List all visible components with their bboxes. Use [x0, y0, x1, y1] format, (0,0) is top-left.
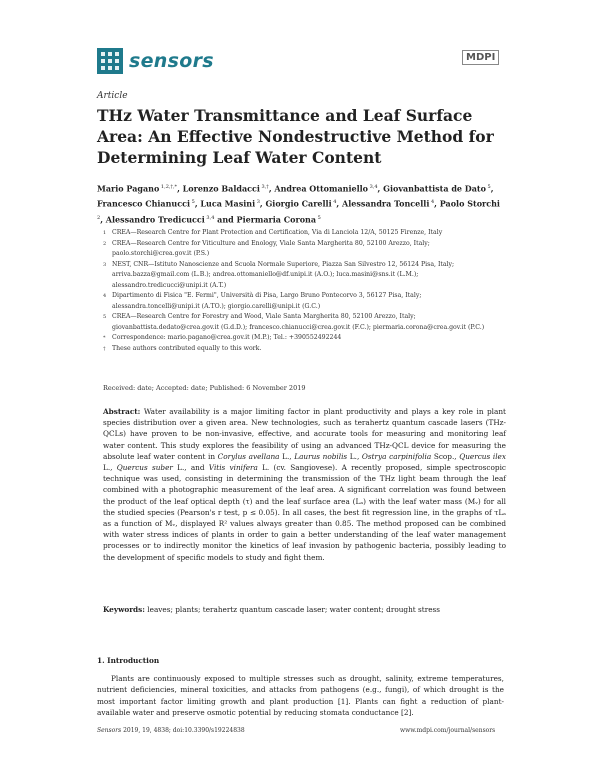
- abstract-text: [103, 407, 506, 562]
- author-separator: ,: [194, 198, 201, 209]
- affiliation-item: [103, 239, 503, 260]
- abstract-fragment: L.,: [279, 451, 295, 461]
- species-name: Ostrya carpinifolia: [361, 451, 432, 461]
- abstract-fragment: Scop.,: [431, 451, 460, 461]
- author-affiliation-marker: 3,†: [259, 184, 269, 190]
- author-separator: ,: [377, 183, 384, 194]
- author-name: Giovanbattista de Dato: [383, 183, 486, 194]
- keywords: [103, 604, 506, 615]
- footer-citation: [97, 727, 245, 734]
- affiliation-text: NEST, CNR—Istituto Nanoscienze and Scuola Normale Superiore, Piazza San Silvestro 12, 56124 Pisa, Italy; arriva.bazza@gmail.com (L.B.); andrea.ottomaniello@df.unipi.it (A.O.); luca.masini@sns.it (L.M.); alessandro.tredicucci@unipi.it (A.T.): [112, 260, 455, 289]
- affiliation-list: [103, 228, 503, 354]
- author-affiliation-marker: 3: [255, 198, 260, 205]
- author-affiliation-marker: 4: [331, 198, 337, 205]
- species-name: Quercus ilex: [459, 451, 506, 461]
- abstract-fragment: Water availability is a major limiting factor in plant productivity and plays a key role in plant species distribution over a given area. New technologies, such as terahertz quantum cascade lasers (THz-QCLs) have proven to be non-invasive, effective, and accurate tools for measuring and monitoring leaf water content. This study explores the feasibility of using an advanced THz-QCL device for measuring the absolute leaf water content in: [103, 407, 506, 461]
- footer-doi: 2019, 19, 4838; doi:10.3390/s19224838: [121, 727, 245, 734]
- author-name: Paolo Storchi: [439, 198, 500, 209]
- keywords-text: leaves; plants; terahertz quantum cascade laser; water content; drought stress: [144, 605, 441, 614]
- author-separator: ,: [490, 183, 494, 194]
- affiliation-item: [103, 228, 503, 239]
- affiliation-text: CREA—Research Centre for Viticulture and Enology, Viale Santa Margherita 80, 52100 Arezzo, Italy; paolo.storchi@crea.gov.it (P.S.): [112, 239, 430, 257]
- author-affiliation-marker: 4: [429, 198, 435, 205]
- author-affiliation-marker: 3,4: [367, 184, 378, 190]
- affiliation-number: *: [103, 335, 106, 341]
- author-name: Luca Masini: [200, 198, 256, 209]
- abstract-fragment: L., and: [172, 463, 209, 473]
- affiliation-text: CREA—Research Centre for Plant Protection and Certification, Via di Lanciola 12/A, 50125 Firenze, Italy: [112, 229, 443, 236]
- article-type: Article: [97, 91, 128, 101]
- author-separator: ,: [268, 183, 275, 194]
- keywords-label: Keywords:: [103, 605, 145, 614]
- logo-cell: [108, 66, 112, 70]
- species-name: Corylus avellana: [217, 451, 280, 461]
- author-name: Alessandra Toncelli: [341, 198, 430, 209]
- section-heading: 1. Introduction: [97, 656, 160, 665]
- affiliation-number: 4: [103, 293, 107, 299]
- journal-name: sensors: [129, 50, 214, 72]
- author-separator: ,: [259, 198, 266, 209]
- logo-cell: [108, 52, 112, 56]
- author-separator: ,: [177, 183, 183, 194]
- author-name: Andrea Ottomaniello: [274, 183, 368, 194]
- affiliation-text: Dipartimento di Fisica "E. Fermi", Università di Pisa, Largo Bruno Pontecorvo 3, 56127 Pisa, Italy; alessandra.toncelli@unipi.it (A.TO.); giorgio.carelli@unipi.it (G.C.): [112, 292, 422, 310]
- author-name: Mario Pagano: [97, 183, 160, 194]
- paper-title: THz Water Transmittance and Leaf Surface Area: An Effective Nondestructive Method for Determining Leaf Water Content: [97, 106, 494, 167]
- journal-logo-icon: [97, 48, 123, 74]
- abstract-label: Abstract:: [103, 407, 141, 416]
- author-separator: ,: [434, 198, 440, 209]
- species-name: Quercus suber: [116, 463, 173, 473]
- abstract-fragment: L. (cv. Sangiovese). A recently proposed, simple spectroscopic technique was used, consisting in determining the transmission of the THz light beam through the leaf combined with a photographic measurement of the leaf area. A significant correlation was found between the product of the leaf optical depth (τ) and the leaf surface area (Lₐ) with the leaf water mass (Mᵥ) for all the studied species (Pearson's r test, p ≤ 0.05). In all cases, the best fit regression line, in the graphs of τLₐ as a function of Mᵥ, displayed R² values always greater than 0.85. The method proposed can be combined with water stress indices of plants in order to gain a better understanding of the leaf water management processes or to indirectly monitor the kinetics of leaf invasion by pathogenic bacteria, possibly leading to the development of specific models to study and fight them.: [103, 463, 506, 562]
- affiliation-text: CREA—Research Centre for Forestry and Wood, Viale Santa Margherita 80, 52100 Arezzo, Italy; giovanbattista.dedato@crea.gov.it (G.d.D.); francesco.chianucci@crea.gov.it (F.C.); piermaria.corona@crea.gov.it (P.C.): [112, 313, 485, 331]
- author-separator: and: [214, 214, 237, 225]
- affiliation-text: Correspondence: mario.pagano@crea.gov.it (M.P.); Tel.: +390552492244: [112, 334, 342, 341]
- affiliation-number: 3: [103, 261, 107, 268]
- publisher-logo: MDPI: [462, 50, 499, 65]
- affiliation-item: [103, 344, 503, 355]
- affiliation-item: [103, 291, 503, 312]
- author-separator: ,: [100, 214, 106, 225]
- footer-url[interactable]: www.mdpi.com/journal/sensors: [400, 727, 496, 734]
- author-affiliation-marker: 5: [190, 198, 195, 205]
- author-name: Piermaria Corona: [236, 214, 317, 225]
- affiliation-number: 5: [103, 314, 107, 320]
- logo-cell: [115, 52, 119, 56]
- author-name: Lorenzo Baldacci: [182, 183, 260, 194]
- affiliation-text: These authors contributed equally to this work.: [112, 344, 262, 352]
- author-affiliation-marker: 3,4: [204, 215, 215, 222]
- logo-cell: [115, 59, 119, 63]
- affiliation-number: 1: [103, 230, 107, 236]
- species-name: Laurus nobilis: [294, 451, 348, 461]
- logo-cell: [108, 59, 112, 63]
- footer-journal: Sensors: [97, 727, 122, 734]
- author-name: Giorgio Carelli: [265, 198, 332, 209]
- logo-cell: [115, 66, 119, 70]
- affiliation-item: [103, 333, 503, 344]
- section-body: Plants are continuously exposed to multiple stresses such as drought, salinity, extreme temperatures, nutrient deficiencies, mineral toxicities, and attacks from pathogens (e.g., fungi), of which drought is the most important factor limiting growth and plant production [1]. Plants can fight a reduction of plant-available water and preserve osmotic potential by reducing stomata conductance [2].: [97, 674, 504, 717]
- logo-cell: [101, 52, 105, 56]
- author-affiliation-marker: 1,2,†,*: [159, 184, 178, 190]
- author-list: [97, 181, 507, 227]
- affiliation-number: †: [103, 345, 106, 352]
- affiliation-item: [103, 260, 503, 292]
- affiliation-item: [103, 312, 503, 333]
- logo-cell: [101, 59, 105, 63]
- affiliation-number: 2: [103, 240, 107, 247]
- publication-dates: Received: date; Accepted: date; Published: 6 November 2019: [103, 384, 306, 392]
- abstract: [103, 406, 506, 563]
- abstract-fragment: L.,: [103, 463, 117, 473]
- author-affiliation-marker: 2: [97, 215, 101, 222]
- author-name: Alessandro Tredicucci: [105, 214, 205, 225]
- abstract-fragment: L.,: [347, 451, 362, 461]
- author-affiliation-marker: 5: [316, 215, 321, 222]
- species-name: Vitis vinifera: [208, 463, 258, 473]
- logo-cell: [101, 66, 105, 70]
- author-affiliation-marker: 5: [485, 184, 491, 190]
- author-name: Francesco Chianucci: [97, 198, 191, 209]
- author-separator: ,: [336, 198, 342, 209]
